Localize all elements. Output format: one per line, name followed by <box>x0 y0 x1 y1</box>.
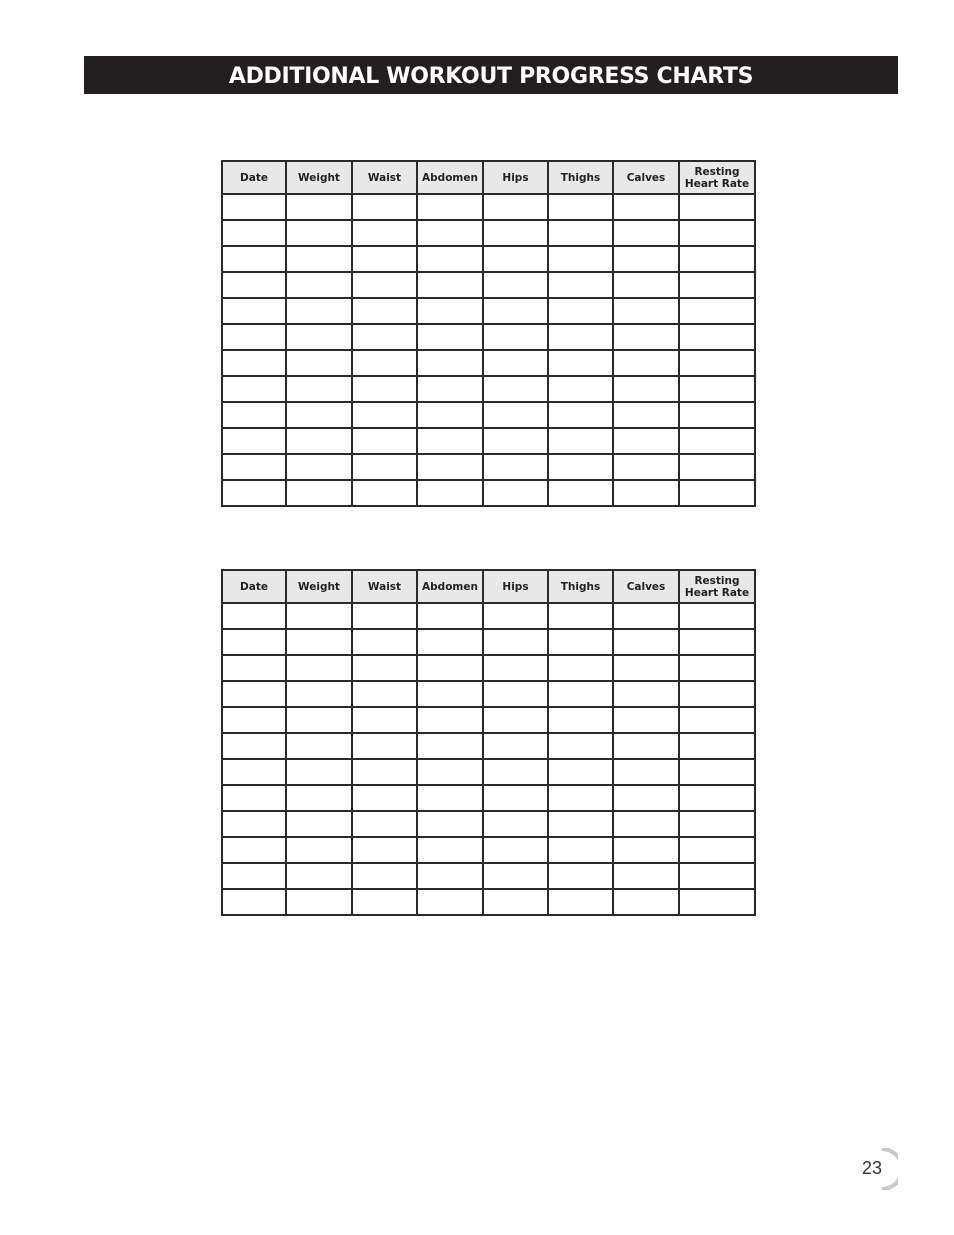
table-row <box>222 376 755 402</box>
entry-cell <box>613 603 679 629</box>
entry-cell <box>679 402 755 428</box>
entry-cell <box>613 194 679 220</box>
entry-cell <box>483 246 548 272</box>
entry-cell <box>286 428 352 454</box>
entry-cell <box>222 454 286 480</box>
entry-cell <box>679 863 755 889</box>
column-header <box>352 570 417 603</box>
progress-chart-table-1 <box>221 160 756 507</box>
table-row <box>222 350 755 376</box>
table-row <box>222 220 755 246</box>
column-header <box>222 570 286 603</box>
entry-cell <box>613 350 679 376</box>
column-header-label: Calves <box>626 580 666 593</box>
entry-cell <box>222 376 286 402</box>
entry-cell <box>679 454 755 480</box>
entry-cell <box>352 811 417 837</box>
entry-cell <box>222 194 286 220</box>
column-header <box>417 161 483 194</box>
entry-cell <box>417 863 483 889</box>
entry-cell <box>417 603 483 629</box>
entry-cell <box>286 603 352 629</box>
entry-cell <box>352 837 417 863</box>
column-header-label: Weight <box>298 171 340 184</box>
entry-cell <box>679 889 755 915</box>
entry-cell <box>483 220 548 246</box>
entry-cell <box>417 785 483 811</box>
entry-cell <box>286 272 352 298</box>
entry-cell <box>679 811 755 837</box>
entry-cell <box>352 681 417 707</box>
column-header-label: Waist <box>367 580 402 593</box>
entry-cell <box>548 681 613 707</box>
table-row <box>222 811 755 837</box>
entry-cell <box>679 298 755 324</box>
entry-cell <box>679 376 755 402</box>
entry-cell <box>352 759 417 785</box>
table-row <box>222 629 755 655</box>
column-header-label: Waist <box>367 171 402 184</box>
entry-cell <box>548 480 613 506</box>
entry-cell <box>222 272 286 298</box>
entry-cell <box>548 246 613 272</box>
table-row <box>222 785 755 811</box>
entry-cell <box>679 759 755 785</box>
entry-cell <box>352 655 417 681</box>
column-header-label: Thighs <box>560 580 601 593</box>
entry-cell <box>613 785 679 811</box>
entry-cell <box>679 194 755 220</box>
entry-cell <box>417 629 483 655</box>
entry-cell <box>483 428 548 454</box>
entry-cell <box>417 298 483 324</box>
entry-cell <box>286 889 352 915</box>
entry-cell <box>417 428 483 454</box>
entry-cell <box>613 681 679 707</box>
entry-cell <box>483 811 548 837</box>
entry-cell <box>548 194 613 220</box>
entry-cell <box>222 837 286 863</box>
entry-cell <box>483 350 548 376</box>
table-row <box>222 298 755 324</box>
entry-cell <box>417 324 483 350</box>
entry-cell <box>548 629 613 655</box>
table-row <box>222 603 755 629</box>
column-header <box>417 570 483 603</box>
entry-cell <box>548 837 613 863</box>
entry-cell <box>352 629 417 655</box>
column-header <box>679 161 755 194</box>
progress-chart-table-2 <box>221 569 756 916</box>
entry-cell <box>613 759 679 785</box>
entry-cell <box>352 889 417 915</box>
entry-cell <box>222 298 286 324</box>
entry-cell <box>483 298 548 324</box>
entry-cell <box>679 324 755 350</box>
entry-cell <box>613 220 679 246</box>
entry-cell <box>548 402 613 428</box>
entry-cell <box>352 480 417 506</box>
table-row <box>222 402 755 428</box>
entry-cell <box>352 785 417 811</box>
entry-cell <box>286 759 352 785</box>
entry-cell <box>679 655 755 681</box>
entry-cell <box>613 324 679 350</box>
entry-cell <box>286 733 352 759</box>
entry-cell <box>417 350 483 376</box>
entry-cell <box>679 272 755 298</box>
entry-cell <box>613 376 679 402</box>
entry-cell <box>222 889 286 915</box>
column-header <box>352 161 417 194</box>
entry-cell <box>483 376 548 402</box>
entry-cell <box>613 402 679 428</box>
entry-cell <box>352 272 417 298</box>
table-row <box>222 246 755 272</box>
entry-cell <box>483 454 548 480</box>
column-header-label: Date <box>240 580 268 593</box>
entry-cell <box>352 220 417 246</box>
entry-cell <box>613 298 679 324</box>
entry-cell <box>548 733 613 759</box>
entry-cell <box>286 707 352 733</box>
column-header <box>613 161 679 194</box>
entry-cell <box>679 480 755 506</box>
entry-cell <box>679 707 755 733</box>
entry-cell <box>222 733 286 759</box>
entry-cell <box>352 350 417 376</box>
column-header <box>613 570 679 603</box>
table-row <box>222 889 755 915</box>
table-row <box>222 655 755 681</box>
column-header <box>286 161 352 194</box>
entry-cell <box>548 785 613 811</box>
entry-cell <box>483 681 548 707</box>
entry-cell <box>352 603 417 629</box>
entry-cell <box>352 454 417 480</box>
entry-cell <box>417 733 483 759</box>
table-row <box>222 837 755 863</box>
table-row <box>222 480 755 506</box>
column-header <box>286 570 352 603</box>
entry-cell <box>679 603 755 629</box>
table-row <box>222 194 755 220</box>
entry-cell <box>483 629 548 655</box>
entry-cell <box>417 454 483 480</box>
entry-cell <box>613 889 679 915</box>
entry-cell <box>352 733 417 759</box>
entry-cell <box>679 785 755 811</box>
entry-cell <box>222 811 286 837</box>
entry-cell <box>286 246 352 272</box>
entry-cell <box>417 811 483 837</box>
table-row <box>222 272 755 298</box>
entry-cell <box>417 480 483 506</box>
entry-cell <box>548 324 613 350</box>
entry-cell <box>613 811 679 837</box>
entry-cell <box>548 454 613 480</box>
entry-cell <box>548 811 613 837</box>
entry-cell <box>483 272 548 298</box>
entry-cell <box>483 707 548 733</box>
entry-cell <box>483 324 548 350</box>
entry-cell <box>483 837 548 863</box>
entry-cell <box>548 350 613 376</box>
entry-cell <box>483 480 548 506</box>
entry-cell <box>548 889 613 915</box>
entry-cell <box>222 402 286 428</box>
entry-cell <box>417 402 483 428</box>
entry-cell <box>286 863 352 889</box>
entry-cell <box>613 454 679 480</box>
entry-cell <box>286 376 352 402</box>
table-row <box>222 759 755 785</box>
entry-cell <box>286 480 352 506</box>
entry-cell <box>286 655 352 681</box>
entry-cell <box>679 733 755 759</box>
column-header-label: Date <box>240 171 268 184</box>
entry-cell <box>613 655 679 681</box>
entry-cell <box>222 863 286 889</box>
entry-cell <box>417 220 483 246</box>
entry-cell <box>222 655 286 681</box>
entry-cell <box>679 246 755 272</box>
entry-cell <box>483 863 548 889</box>
entry-cell <box>483 733 548 759</box>
entry-cell <box>613 272 679 298</box>
entry-cell <box>679 837 755 863</box>
table-row <box>222 454 755 480</box>
column-header <box>483 161 548 194</box>
entry-cell <box>613 733 679 759</box>
entry-cell <box>286 298 352 324</box>
entry-cell <box>548 376 613 402</box>
entry-cell <box>483 194 548 220</box>
entry-cell <box>222 220 286 246</box>
table-row <box>222 681 755 707</box>
entry-cell <box>548 863 613 889</box>
entry-cell <box>417 837 483 863</box>
entry-cell <box>613 863 679 889</box>
entry-cell <box>548 428 613 454</box>
column-header <box>483 570 548 603</box>
entry-cell <box>613 837 679 863</box>
entry-cell <box>222 246 286 272</box>
entry-cell <box>286 811 352 837</box>
entry-cell <box>286 324 352 350</box>
entry-cell <box>679 629 755 655</box>
column-header-label: Abdomen <box>422 171 478 184</box>
column-header-label: Resting <box>694 574 740 587</box>
column-header-label: Hips <box>502 580 529 593</box>
entry-cell <box>286 350 352 376</box>
entry-cell <box>352 402 417 428</box>
entry-cell <box>483 603 548 629</box>
column-header <box>548 570 613 603</box>
entry-cell <box>222 785 286 811</box>
column-header-label: Weight <box>298 580 340 593</box>
entry-cell <box>417 707 483 733</box>
entry-cell <box>483 655 548 681</box>
entry-cell <box>613 480 679 506</box>
entry-cell <box>417 889 483 915</box>
entry-cell <box>286 194 352 220</box>
table-row <box>222 863 755 889</box>
entry-cell <box>548 298 613 324</box>
entry-cell <box>352 376 417 402</box>
entry-cell <box>417 272 483 298</box>
entry-cell <box>222 324 286 350</box>
header-row <box>222 570 755 603</box>
entry-cell <box>352 194 417 220</box>
entry-cell <box>352 707 417 733</box>
entry-cell <box>483 759 548 785</box>
header-row <box>222 161 755 194</box>
entry-cell <box>352 298 417 324</box>
page-number-text: 23 <box>862 1158 883 1178</box>
column-header <box>548 161 613 194</box>
entry-cell <box>548 655 613 681</box>
column-header-label: Resting <box>694 165 740 178</box>
column-header-label: Thighs <box>560 171 601 184</box>
table-body <box>222 603 755 915</box>
entry-cell <box>222 681 286 707</box>
entry-cell <box>483 402 548 428</box>
entry-cell <box>352 246 417 272</box>
title-banner <box>84 56 898 94</box>
column-header-label: Heart Rate <box>684 177 750 190</box>
entry-cell <box>548 759 613 785</box>
column-header-label: Hips <box>502 171 529 184</box>
entry-cell <box>679 681 755 707</box>
entry-cell <box>286 629 352 655</box>
entry-cell <box>417 655 483 681</box>
entry-cell <box>286 402 352 428</box>
table-row <box>222 707 755 733</box>
entry-cell <box>222 480 286 506</box>
entry-cell <box>222 428 286 454</box>
table-row <box>222 733 755 759</box>
entry-cell <box>222 629 286 655</box>
entry-cell <box>483 889 548 915</box>
entry-cell <box>679 220 755 246</box>
table-row <box>222 428 755 454</box>
entry-cell <box>548 272 613 298</box>
entry-cell <box>222 759 286 785</box>
entry-cell <box>286 454 352 480</box>
entry-cell <box>417 194 483 220</box>
column-header <box>222 161 286 194</box>
column-header <box>679 570 755 603</box>
entry-cell <box>548 603 613 629</box>
table-row <box>222 324 755 350</box>
entry-cell <box>222 603 286 629</box>
entry-cell <box>352 324 417 350</box>
entry-cell <box>352 863 417 889</box>
entry-cell <box>417 376 483 402</box>
entry-cell <box>286 220 352 246</box>
entry-cell <box>613 707 679 733</box>
column-header-label: Abdomen <box>422 580 478 593</box>
entry-cell <box>222 350 286 376</box>
entry-cell <box>222 707 286 733</box>
entry-cell <box>417 246 483 272</box>
entry-cell <box>548 220 613 246</box>
entry-cell <box>352 428 417 454</box>
column-header-label: Heart Rate <box>684 586 750 599</box>
table-body <box>222 194 755 506</box>
entry-cell <box>286 785 352 811</box>
entry-cell <box>483 785 548 811</box>
entry-cell <box>417 759 483 785</box>
entry-cell <box>417 681 483 707</box>
page-title: ADDITIONAL WORKOUT PROGRESS CHARTS <box>228 63 754 89</box>
entry-cell <box>548 707 613 733</box>
entry-cell <box>613 629 679 655</box>
entry-cell <box>286 681 352 707</box>
entry-cell <box>679 428 755 454</box>
column-header-label: Calves <box>626 171 666 184</box>
entry-cell <box>679 350 755 376</box>
entry-cell <box>613 246 679 272</box>
entry-cell <box>613 428 679 454</box>
page-number <box>856 1148 898 1190</box>
entry-cell <box>286 837 352 863</box>
